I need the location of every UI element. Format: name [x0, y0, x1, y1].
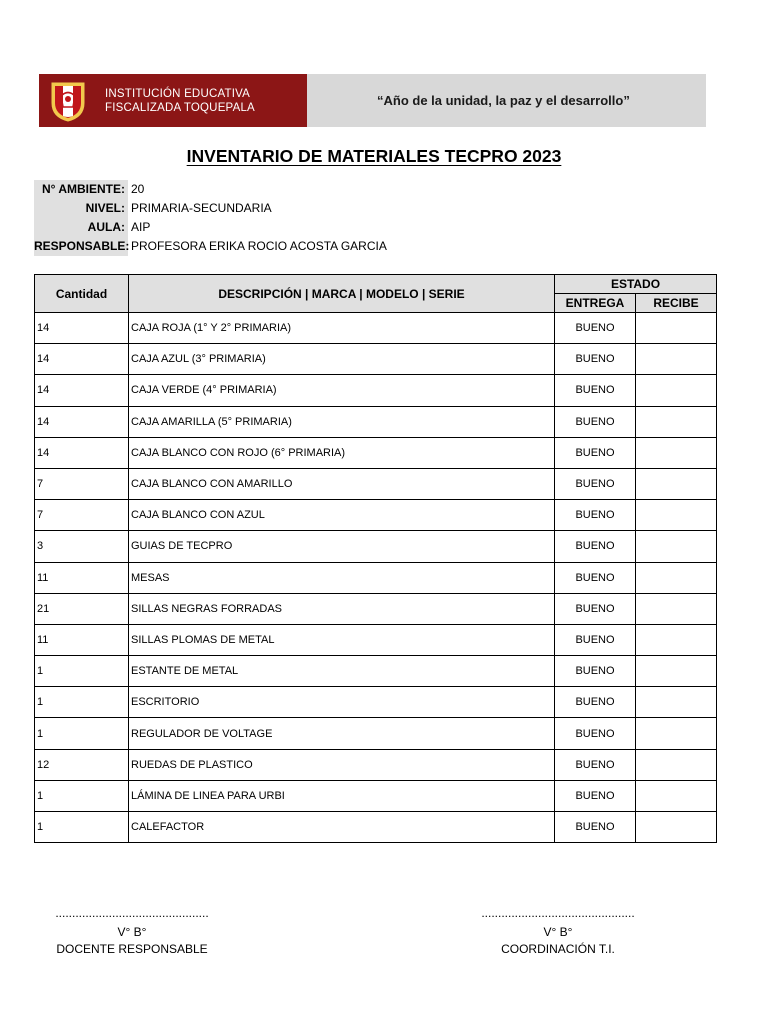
cell-recibe — [636, 624, 717, 655]
info-row-aula — [34, 218, 387, 237]
cell-descripcion: GUIAS DE TECPRO — [129, 531, 555, 562]
info-label: AULA: — [34, 218, 128, 237]
table-row — [35, 468, 717, 499]
table-row — [35, 656, 717, 687]
table-row — [35, 344, 717, 375]
cell-descripcion: CAJA VERDE (4° PRIMARIA) — [129, 375, 555, 406]
cell-recibe — [636, 531, 717, 562]
cell-recibe — [636, 468, 717, 499]
table-row — [35, 375, 717, 406]
cell-cantidad: 12 — [35, 749, 129, 780]
header-row-1 — [35, 275, 717, 294]
table-body — [35, 313, 717, 843]
table-row — [35, 812, 717, 843]
cell-recibe — [636, 593, 717, 624]
cell-descripcion: CAJA ROJA (1° Y 2° PRIMARIA) — [129, 313, 555, 344]
header-estado: ESTADO — [555, 275, 717, 294]
cell-descripcion: CAJA BLANCO CON ROJO (6° PRIMARIA) — [129, 437, 555, 468]
cell-descripcion: CAJA AMARILLA (5° PRIMARIA) — [129, 406, 555, 437]
info-row-responsable — [34, 237, 387, 256]
cell-cantidad: 11 — [35, 562, 129, 593]
cell-entrega: BUENO — [555, 500, 636, 531]
cell-entrega: BUENO — [555, 344, 636, 375]
cell-cantidad: 14 — [35, 344, 129, 375]
cell-entrega: BUENO — [555, 313, 636, 344]
document-title-wrap — [0, 146, 748, 167]
cell-cantidad: 14 — [35, 406, 129, 437]
cell-entrega: BUENO — [555, 624, 636, 655]
cell-recibe — [636, 812, 717, 843]
cell-recibe — [636, 313, 717, 344]
cell-entrega: BUENO — [555, 562, 636, 593]
info-label: NIVEL: — [34, 199, 128, 218]
table-row — [35, 313, 717, 344]
cell-entrega: BUENO — [555, 749, 636, 780]
cell-entrega: BUENO — [555, 593, 636, 624]
cell-recibe — [636, 406, 717, 437]
cell-cantidad: 1 — [35, 718, 129, 749]
cell-cantidad: 14 — [35, 313, 129, 344]
table-row — [35, 624, 717, 655]
cell-descripcion: MESAS — [129, 562, 555, 593]
cell-cantidad: 7 — [35, 468, 129, 499]
cell-descripcion: REGULADOR DE VOLTAGE — [129, 718, 555, 749]
info-row-nivel — [34, 199, 387, 218]
school-crest-icon — [48, 79, 88, 123]
table-row — [35, 562, 717, 593]
cell-entrega: BUENO — [555, 437, 636, 468]
cell-recibe — [636, 718, 717, 749]
info-label: RESPONSABLE: — [34, 237, 128, 256]
cell-cantidad: 1 — [35, 780, 129, 811]
motto-block — [307, 74, 706, 127]
signature-line: .............................................. — [55, 906, 209, 920]
inventory-table — [34, 274, 717, 843]
cell-descripcion: ESCRITORIO — [129, 687, 555, 718]
cell-entrega: BUENO — [555, 780, 636, 811]
cell-descripcion: CAJA AZUL (3° PRIMARIA) — [129, 344, 555, 375]
cell-cantidad: 3 — [35, 531, 129, 562]
table-header — [35, 275, 717, 313]
cell-recibe — [636, 562, 717, 593]
cell-cantidad: 1 — [35, 812, 129, 843]
header-cantidad: Cantidad — [35, 275, 129, 313]
cell-recibe — [636, 375, 717, 406]
table-row — [35, 500, 717, 531]
cell-entrega: BUENO — [555, 812, 636, 843]
header-banner — [39, 74, 706, 127]
institution-block — [39, 74, 307, 127]
signature-role: DOCENTE RESPONSABLE — [56, 942, 208, 956]
cell-recibe — [636, 780, 717, 811]
cell-recibe — [636, 500, 717, 531]
cell-recibe — [636, 687, 717, 718]
table-row — [35, 749, 717, 780]
signature-vb: V° B° — [117, 925, 147, 939]
institution-line2: FISCALIZADA TOQUEPALA — [105, 101, 255, 114]
cell-entrega: BUENO — [555, 718, 636, 749]
cell-cantidad: 21 — [35, 593, 129, 624]
table-row — [35, 531, 717, 562]
cell-descripcion: CAJA BLANCO CON AMARILLO — [129, 468, 555, 499]
cell-recibe — [636, 437, 717, 468]
cell-descripcion: CALEFACTOR — [129, 812, 555, 843]
cell-cantidad: 1 — [35, 687, 129, 718]
cell-entrega: BUENO — [555, 687, 636, 718]
cell-entrega: BUENO — [555, 531, 636, 562]
cell-descripcion: CAJA BLANCO CON AZUL — [129, 500, 555, 531]
info-value: PRIMARIA-SECUNDARIA — [131, 201, 272, 215]
cell-descripcion: RUEDAS DE PLASTICO — [129, 749, 555, 780]
signature-vb: V° B° — [543, 925, 573, 939]
institution-name — [105, 87, 255, 115]
info-value: PROFESORA ERIKA ROCIO ACOSTA GARCIA — [131, 239, 387, 253]
cell-cantidad: 7 — [35, 500, 129, 531]
signature-role: COORDINACIÓN T.I. — [501, 942, 615, 956]
cell-entrega: BUENO — [555, 375, 636, 406]
cell-descripcion: LÁMINA DE LINEA PARA URBI — [129, 780, 555, 811]
cell-entrega: BUENO — [555, 468, 636, 499]
cell-recibe — [636, 656, 717, 687]
cell-descripcion: SILLAS PLOMAS DE METAL — [129, 624, 555, 655]
header-recibe: RECIBE — [636, 294, 717, 313]
header-descripcion: DESCRIPCIÓN | MARCA | MODELO | SERIE — [129, 275, 555, 313]
info-label: N° AMBIENTE: — [34, 180, 128, 199]
info-value: 20 — [131, 182, 145, 196]
table-row — [35, 593, 717, 624]
year-motto: “Año de la unidad, la paz y el desarrollo” — [377, 93, 630, 108]
info-row-ambiente — [34, 180, 387, 199]
signature-line: .............................................. — [481, 906, 635, 920]
cell-recibe — [636, 749, 717, 780]
cell-cantidad: 14 — [35, 437, 129, 468]
signature-coordinacion — [473, 906, 643, 958]
institution-line1: INSTITUCIÓN EDUCATIVA — [105, 87, 250, 100]
cell-cantidad: 14 — [35, 375, 129, 406]
cell-entrega: BUENO — [555, 406, 636, 437]
cell-recibe — [636, 344, 717, 375]
cell-descripcion: SILLAS NEGRAS FORRADAS — [129, 593, 555, 624]
cell-descripcion: ESTANTE DE METAL — [129, 656, 555, 687]
header-entrega: ENTREGA — [555, 294, 636, 313]
cell-cantidad: 11 — [35, 624, 129, 655]
signature-docente — [47, 906, 217, 958]
cell-cantidad: 1 — [35, 656, 129, 687]
info-block — [34, 180, 387, 256]
info-value: AIP — [131, 220, 151, 234]
cell-entrega: BUENO — [555, 656, 636, 687]
table-row — [35, 437, 717, 468]
table-row — [35, 687, 717, 718]
document-title: INVENTARIO DE MATERIALES TECPRO 2023 — [186, 146, 562, 166]
table-row — [35, 718, 717, 749]
table-row — [35, 406, 717, 437]
table-row — [35, 780, 717, 811]
